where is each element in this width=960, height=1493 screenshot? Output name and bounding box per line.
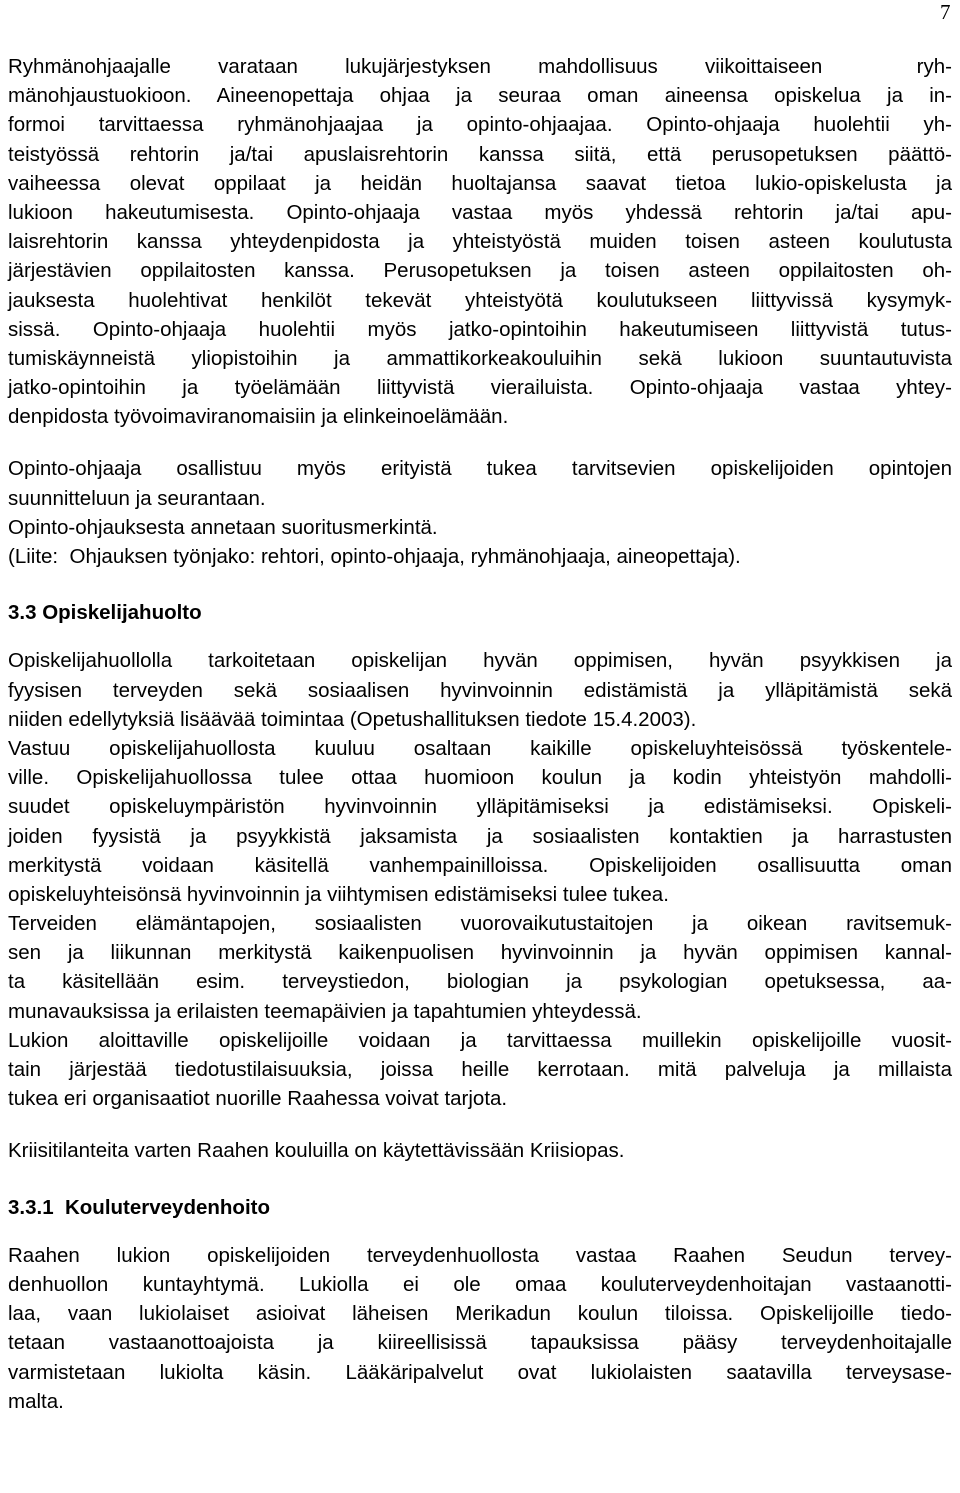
text-line: denhuollon kuntayhtymä. Lukiolla ei ole omaa kouluterveydenhoitajan vastaanotti-	[8, 1272, 952, 1296]
text-line: järjestävien oppilaitosten kanssa. Perusopetuksen ja toisen asteen oppilaitosten oh-	[8, 259, 952, 283]
text-line: Opinto-ohjauksesta annetaan suoritusmerkintä.	[8, 515, 438, 539]
text-line: tetaan vastaanottoajoista ja kiireellisissä tapauksissa pääsy terveydenhoitajalle	[8, 1331, 952, 1355]
text-line: ta käsitellään esim. terveystiedon, biologian ja psykologian opetuksessa, aa-	[8, 970, 952, 994]
paragraph-kouluterveydenhoito	[8, 1241, 952, 1416]
document-body	[8, 52, 952, 1416]
text-line: jatko-opintoihin ja työelämään liittyvistä vierailuista. Opinto-ohjaaja vastaa yhtey-	[8, 376, 952, 400]
text-line: tumiskäynneistä yliopistoihin ja ammattikorkeakouluihin sekä lukioon suuntautuvista	[8, 346, 952, 370]
text-line: Opinto-ohjaaja osallistuu myös erityistä tukea tarvitsevien opiskelijoiden opintojen	[8, 457, 952, 481]
text-line: ville. Opiskelijahuollossa tulee ottaa huomioon koulun ja kodin yhteistyön mahdolli-	[8, 766, 952, 790]
text-line: Terveiden elämäntapojen, sosiaalisten vuorovaikutustaitojen ja oikean ravitsemuk-	[8, 912, 952, 936]
text-line: Vastuu opiskelijahuollosta kuuluu osaltaan kaikille opiskeluyhteisössä työskentele-	[8, 736, 952, 760]
text-line: suudet opiskeluympäristön hyvinvoinnin ylläpitämiseksi ja edistämiseksi. Opiskeli-	[8, 795, 952, 819]
paragraph-opinto-ohjaus	[8, 52, 952, 431]
paragraph-erityinen-tuki	[8, 454, 952, 571]
text-line: tukea eri organisaatiot nuorille Raahessa voivat tarjota.	[8, 1087, 508, 1111]
text-line: vaiheessa olevat oppilaat ja heidän huoltajansa saavat tietoa lukio-opiskelusta ja	[8, 171, 952, 195]
paragraph-opiskelijahuolto	[8, 646, 952, 1113]
text-line: merkitystä voidaan käsitellä vanhempainilloissa. Opiskelijoiden osallisuutta oman	[8, 853, 952, 877]
text-line: Raahen lukion opiskelijoiden terveydenhuollosta vastaa Raahen Seudun tervey-	[8, 1243, 952, 1267]
paragraph-kriisiopas	[8, 1136, 952, 1165]
text-line: tain järjestää tiedotustilaisuuksia, joissa heille kerrotaan. mitä palveluja ja millaista	[8, 1058, 952, 1081]
text-line: munavauksissa ja erilaisten teemapäivien ja tapahtumien yhteydessä.	[8, 999, 642, 1023]
text-line: formoi tarvittaessa ryhmänohjaajaa ja opinto-ohjaajaa. Opinto-ohjaaja huolehtii yh-	[8, 113, 952, 137]
text-line: jauksesta huolehtivat henkilöt tekevät yhteistyötä koulutukseen liittyvissä kysymyk-	[8, 288, 952, 312]
text-line: (Liite: Ohjauksen työnjako: rehtori, opinto-ohjaaja, ryhmänohjaaja, aineopettaja).	[8, 545, 741, 568]
text-line: mänohjaustuokioon. Aineenopettaja ohjaa ja seuraa oman aineensa opiskelua ja in-	[8, 84, 952, 108]
text-line: laisrehtorin kanssa yhteydenpidosta ja yhteistyöstä muiden toisen asteen koulutusta	[8, 230, 952, 254]
text-line: Ryhmänohjaajalle varataan lukujärjestyksen mahdollisuus viikoittaiseen ryh-	[8, 55, 952, 78]
section-heading-kouluterveydenhoito: 3.3.1 Kouluterveydenhoito	[8, 1195, 270, 1219]
text-line: laa, vaan lukiolaiset asioivat läheisen Merikadun koulun tiloissa. Opiskelijoille tiedo-	[8, 1302, 952, 1326]
text-line: suunnitteluun ja seurantaan.	[8, 486, 266, 510]
text-line: teistyössä rehtorin ja/tai apuslaisrehtorin kanssa siitä, että perusopetuksen päättö-	[8, 142, 952, 166]
section-heading-opiskelijahuolto: 3.3 Opiskelijahuolto	[8, 601, 202, 625]
page-number: 7	[940, 0, 951, 24]
text-line: denpidosta työvoimaviranomaisiin ja elinkeinoelämään.	[8, 405, 509, 429]
text-line: Lukion aloittaville opiskelijoille voidaan ja tarvittaessa muillekin opiskelijoille vuosit-	[8, 1028, 952, 1052]
text-line: fyysisen terveyden sekä sosiaalisen hyvinvoinnin edistämistä ja ylläpitämistä sekä	[8, 678, 952, 702]
text-line: Kriisitilanteita varten Raahen kouluilla on käytettävissään Kriisiopas.	[8, 1139, 625, 1163]
text-line: sissä. Opinto-ohjaaja huolehtii myös jatko-opintoihin hakeutumiseen liittyvistä tutus-	[8, 317, 952, 341]
text-line: varmistetaan lukiolta käsin. Lääkäripalvelut ovat lukiolaisten saatavilla terveysase-	[8, 1360, 952, 1384]
text-line: niiden edellytyksiä lisäävää toimintaa (Opetushallituksen tiedote 15.4.2003).	[8, 707, 697, 731]
text-line: joiden fyysistä ja psyykkistä jaksamista ja sosiaalisten kontaktien ja harrastusten	[8, 824, 952, 848]
text-line: sen ja liikunnan merkitystä kaikenpuolisen hyvinvoinnin ja hyvän oppimisen kannal-	[8, 941, 952, 965]
text-line: Opiskelijahuollolla tarkoitetaan opiskelijan hyvän oppimisen, hyvän psyykkisen ja	[8, 649, 952, 673]
text-line: lukioon hakeutumisesta. Opinto-ohjaaja vastaa myös yhdessä rehtorin ja/tai apu-	[8, 200, 952, 224]
text-line: opiskeluyhteisönsä hyvinvoinnin ja viihtymisen edistämiseksi tulee tukea.	[8, 882, 669, 906]
text-line: malta.	[8, 1389, 64, 1413]
